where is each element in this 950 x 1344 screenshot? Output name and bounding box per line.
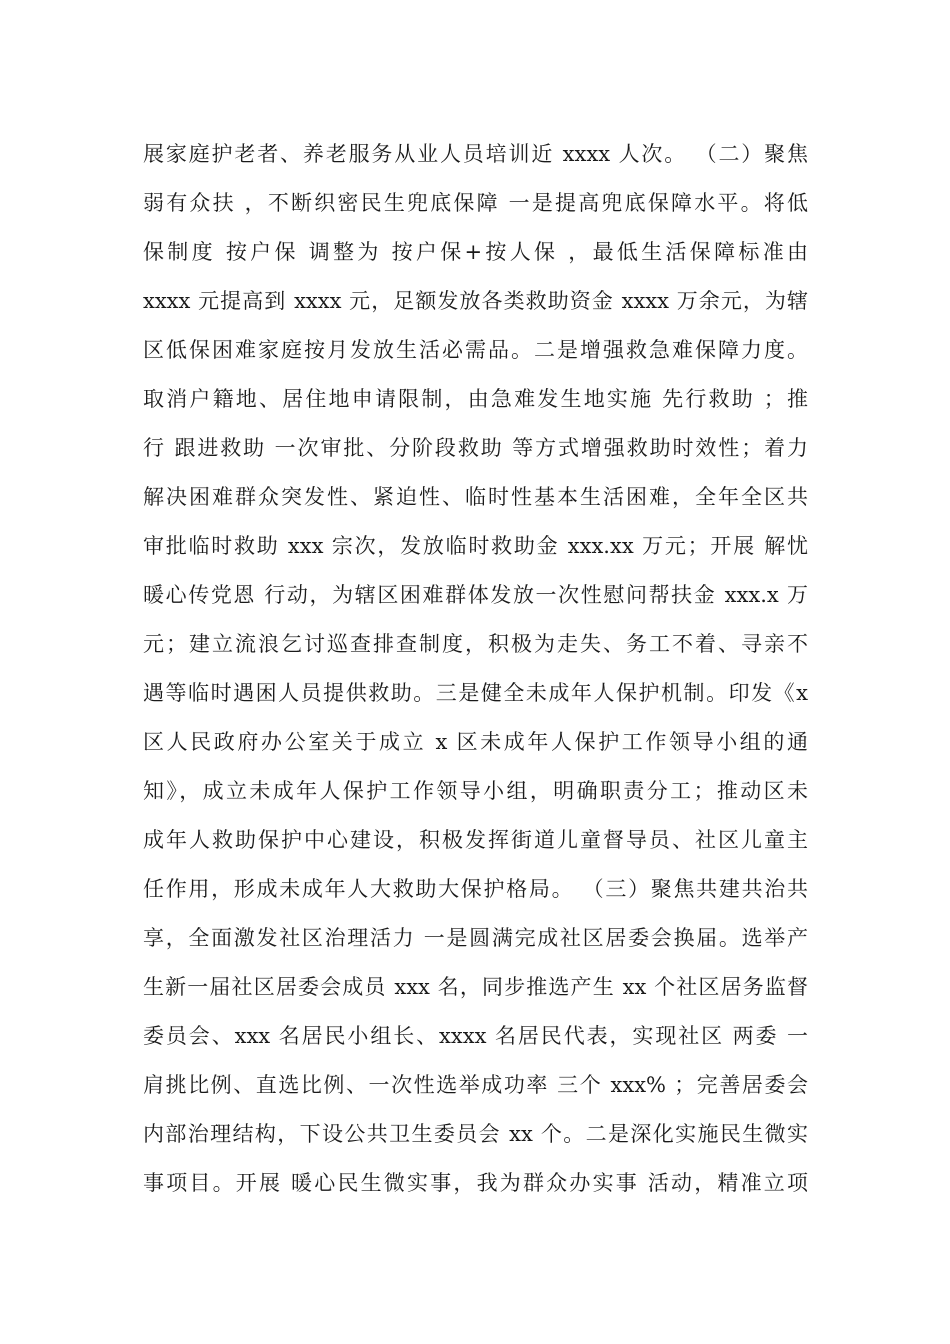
text-line: 遇等临时遇困人员提供救助。三是健全未成年人保护机制。印发《x (143, 681, 808, 705)
text-line: 生新一届社区居委会成员 xxx 名，同步推选产生 xx 个社区居务监督 (143, 975, 808, 999)
body-text (143, 130, 808, 1208)
text-line: 解决困难群众突发性、紧迫性、临时性基本生活困难，全年全区共 (143, 485, 808, 509)
text-line: 事项目。开展 暖心民生微实事，我为群众办实事 活动，精准立项 (143, 1171, 808, 1195)
text-line: 知》，成立未成年人保护工作领导小组，明确职责分工；推动区未 (143, 779, 808, 803)
text-line: 元；建立流浪乞讨巡查排查制度，积极为走失、务工不着、寻亲不 (143, 632, 808, 656)
text-line: xxxx 元提高到 xxxx 元，足额发放各类救助资金 xxxx 万余元，为辖 (143, 289, 808, 313)
text-line: 享，全面激发社区治理活力 一是圆满完成社区居委会换届。选举产 (143, 926, 808, 950)
text-line: 内部治理结构，下设公共卫生委员会 xx 个。二是深化实施民生微实 (143, 1122, 808, 1146)
text-line: 暖心传党恩 行动，为辖区困难群体发放一次性慰问帮扶金 xxx.x 万 (143, 583, 808, 607)
text-line: 保制度 按户保 调整为 按户保+按人保 ，最低生活保障标准由 (143, 240, 808, 264)
text-line: 审批临时救助 xxx 宗次，发放临时救助金 xxx.xx 万元；开展 解忧 (143, 534, 808, 558)
text-line: 取消户籍地、居住地申请限制，由急难发生地实施 先行救助 ；推 (143, 387, 808, 411)
text-line: 肩挑比例、直选比例、一次性选举成功率 三个 xxx% ；完善居委会 (143, 1073, 808, 1097)
text-line: 展家庭护老者、养老服务从业人员培训近 xxxx 人次。 （二）聚焦 (143, 142, 808, 166)
text-line: 委员会、xxx 名居民小组长、xxxx 名居民代表，实现社区 两委 一 (143, 1024, 808, 1048)
text-line: 任作用，形成未成年人大救助大保护格局。 （三）聚焦共建共治共 (143, 877, 808, 901)
text-line: 区人民政府办公室关于成立 x 区未成年人保护工作领导小组的通 (143, 730, 808, 754)
text-line: 弱有众扶 ，不断织密民生兜底保障 一是提高兜底保障水平。将低 (143, 191, 808, 215)
text-line: 行 跟进救助 一次审批、分阶段救助 等方式增强救助时效性；着力 (143, 436, 808, 460)
text-line: 成年人救助保护中心建设，积极发挥街道儿童督导员、社区儿童主 (143, 828, 808, 852)
text-line: 区低保困难家庭按月发放生活必需品。二是增强救急难保障力度。 (143, 338, 808, 362)
